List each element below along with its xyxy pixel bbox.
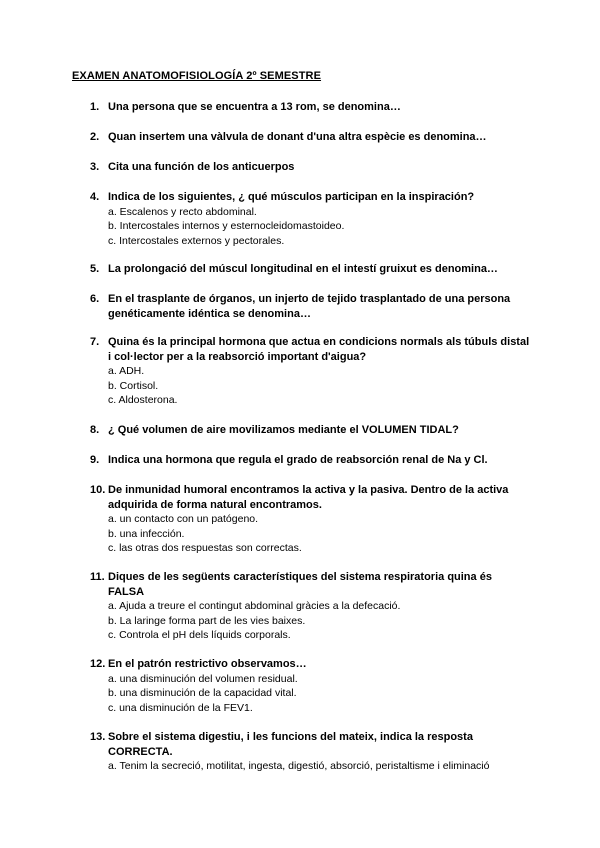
question-number: 7. [90, 336, 100, 348]
question-text: ¿ Qué volumen de aire movilizamos mediante el VOLUMEN TIDAL? [108, 424, 459, 436]
question-2 [90, 130, 530, 145]
question-text: En el trasplante de órganos, un injerto de tejido trasplantado de una persona genéticamente idéntica se denomina… [108, 293, 511, 320]
answer-option-b: b. una infección. [108, 527, 185, 540]
question-text: Quan insertem una vàlvula de donant d'una altra espècie es denomina… [108, 131, 487, 143]
question-text: Una persona que se encuentra a 13 rom, se denomina… [108, 101, 401, 113]
question-number: 2. [90, 131, 100, 143]
question-number: 13. [90, 731, 106, 743]
question-text: Indica una hormona que regula el grado de reabsorción renal de Na y Cl. [108, 454, 488, 466]
question-number: 10. [90, 484, 106, 496]
answer-option-c: c. una disminución de la FEV1. [108, 701, 253, 714]
answer-option-c: c. Aldosterona. [108, 394, 178, 406]
question-text: Sobre el sistema digestiu, i les funcions del mateix, indica la resposta CORRECTA. [108, 731, 473, 758]
question-7 [90, 335, 530, 408]
answer-option-b: b. La laringe forma part de les vies baixes. [108, 614, 306, 627]
answer-option-b: b. Intercostales internos y esternocleidomastoideo. [108, 220, 345, 232]
question-3 [90, 160, 530, 175]
question-9 [90, 453, 530, 468]
answer-option-a: a. una disminución del volumen residual. [108, 672, 298, 685]
answer-option-a: a. un contacto con un patógeno. [108, 513, 259, 525]
exam-title: EXAMEN ANATOMOFISIOLOGÍA 2º SEMESTRE [72, 70, 322, 82]
question-text: Indica de los siguientes, ¿ qué músculos participan en la inspiración? [108, 191, 475, 203]
answer-option-a: a. Escalenos y recto abdominal. [108, 205, 257, 218]
question-number: 3. [90, 161, 100, 173]
question-text: Cita una función de los anticuerpos [108, 161, 295, 173]
question-text: Diques de les següents característiques del sistema respiratoria quina és FALSA [108, 571, 492, 598]
answer-option-c: c. Intercostales externos y pectorales. [108, 234, 285, 247]
answer-option-a: a. Ajuda a treure el contingut abdominal gràcies a la defecació. [108, 600, 401, 612]
question-11 [90, 570, 530, 643]
question-number: 1. [90, 101, 100, 113]
answer-option-a: a. Tenim la secreció, motilitat, ingesta, digestió, absorció, peristaltisme i eliminació [108, 760, 490, 772]
answer-option-a: a. ADH. [108, 365, 145, 377]
question-12 [90, 657, 530, 715]
question-number: 6. [90, 293, 100, 305]
answer-option-c: c. las otras dos respuestas son correctas. [108, 542, 302, 554]
question-text: En el patrón restrictivo observamos… [108, 658, 307, 670]
question-number: 11. [90, 571, 105, 583]
question-text: La prolongació del múscul longitudinal en el intestí gruixut es denomina… [108, 263, 498, 275]
question-6 [90, 292, 530, 321]
answer-option-b: b. una disminución de la capacidad vital. [108, 687, 297, 699]
question-text: Quina és la principal hormona que actua en condicions normals als túbuls distal i col·lector per a la reabsorció important d'aigua? [108, 336, 530, 363]
answer-option-c: c. Controla el pH dels líquids corporals. [108, 629, 291, 641]
question-8 [90, 423, 530, 438]
question-10 [90, 483, 530, 556]
answer-option-b: b. Cortisol. [108, 379, 159, 392]
question-number: 12. [90, 658, 106, 670]
question-text: De inmunidad humoral encontramos la activa y la pasiva. Dentro de la activa adquirida de forma natural encontramos. [108, 484, 509, 511]
question-1 [90, 100, 530, 115]
question-4 [90, 190, 530, 248]
question-13 [90, 730, 530, 774]
question-number: 5. [90, 263, 100, 275]
question-number: 9. [90, 454, 100, 466]
question-5 [90, 262, 530, 277]
question-number: 4. [90, 191, 100, 203]
question-number: 8. [90, 424, 100, 436]
